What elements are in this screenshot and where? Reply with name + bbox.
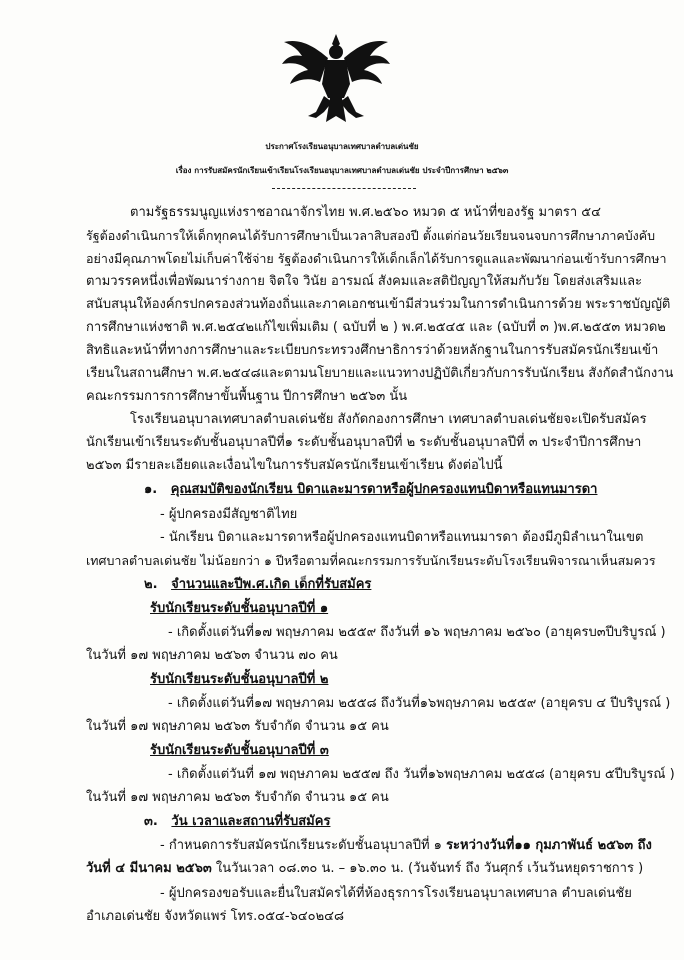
level-2-birth-range: - เกิดตั้งแต่วันที่๑๗ พฤษภาคม ๒๕๕๘ ถึงวันที่๑๖พฤษภาคม ๒๕๕๙ (อายุครบ ๔ ปีบริบูรณ์ ): [168, 696, 671, 711]
intro-line: การศึกษาแห่งชาติ พ.ศ.๒๕๔๒แก้ไขเพิ่มเติม ( ฉบับที่ ๒ ) พ.ศ.๒๕๔๕ และ (ฉบับที่ ๓ )พ.ศ.๒๕๕๓ หมวด๒: [86, 320, 666, 335]
intro-line: สิทธิและหน้าที่ทางการศึกษาและระเบียบกระทรวงศึกษาธิการว่าด้วยหลักฐานในการรับสมัครนักเรียนเข้า: [86, 343, 659, 358]
level-2-quota: ในวันที่ ๑๗ พฤษภาคม ๒๕๖๓ รับจำกัด จำนวน ๑๕ คน: [86, 719, 389, 734]
open-line: ๒๕๖๓ มีรายละเอียดและเงื่อนไขในการรับสมัครนักเรียนเข้าเรียน ดังต่อไปนี้: [86, 458, 503, 473]
level-1-title: รับนักเรียนระดับชั้นอนุบาลปีที่ ๑: [150, 601, 329, 616]
level-3-birth-range: - เกิดตั้งแต่วันที่ ๑๗ พฤษภาคม ๒๕๕๗ ถึง วันที่๑๖พฤษภาคม ๒๕๕๘ (อายุครบ ๕ปีบริบูรณ์ ): [168, 767, 675, 782]
section-1-title: คุณสมบัติของนักเรียน บิดาและมารดาหรือผู้ปกครองแทนบิดาหรือแทนมารดา: [170, 482, 598, 497]
section-1-heading: [144, 481, 597, 499]
section-3-item-1-cont: [86, 860, 643, 878]
intro-line: อย่างมีคุณภาพโดยไม่เก็บค่าใช้จ่าย รัฐต้องดำเนินการให้เด็กเล็กได้รับการดูแลและพัฒนาก่อนเข้ารับการศึกษา: [86, 251, 667, 266]
section-2-heading: [144, 576, 371, 594]
announcement-title: ประกาศโรงเรียนอนุบาลเทศบาลตำบลเด่นชัย: [265, 142, 419, 151]
intro-line: ตามวรรคหนึ่งเพื่อพัฒนาร่างกาย จิตใจ วินัย อารมณ์ สังคมและสติปัญญาให้สมกับวัย โดยส่งเสริมและ: [86, 274, 643, 289]
intro-line: ตามรัฐธรรมนูญแห่งราชอาณาจักรไทย พ.ศ.๒๕๖๐ หมวด ๕ หน้าที่ของรัฐ มาตรา ๕๔: [130, 205, 601, 220]
section-3-title: วัน เวลาและสถานที่รับสมัคร: [171, 814, 331, 829]
intro-line: สนับสนุนให้องค์กรปกครองส่วนท้องถิ่นและภาคเอกชนเข้ามีส่วนร่วมในการดำเนินการด้วย พระราชบัญญัติ: [86, 297, 671, 312]
open-line: นักเรียนเข้าเรียนระดับชั้นอนุบาลปีที่๑ ระดับชั้นอนุบาลปีที่ ๒ ระดับชั้นอนุบาลปีที่ ๓ ประจำปีการศึกษา: [86, 435, 642, 450]
section-1-item: - นักเรียน บิดาและมารดาหรือผู้ปกครองแทนบิดาหรือแทนมารดา ต้องมีภูมิลำเนาในเขต: [160, 530, 644, 545]
schedule-intro: - กำหนดการรับสมัครนักเรียนระดับชั้นอนุบาลปีที่ ๑: [160, 838, 447, 853]
level-1-birth-range: - เกิดตั้งแต่วันที่๑๗ พฤษภาคม ๒๕๕๙ ถึงวันที่ ๑๖ พฤษภาคม ๒๕๖๐ (อายุครบ๓ปีบริบูรณ์ ): [168, 625, 666, 640]
intro-line: คณะกรรมการการศึกษาขั้นพื้นฐาน ปีการศึกษา ๒๕๖๓ นั้น: [86, 389, 408, 404]
garuda-emblem: [280, 32, 392, 126]
open-line: โรงเรียนอนุบาลเทศบาลตำบลเด่นชัย สังกัดกองการศึกษา เทศบาลตำบลเด่นชัยจะเปิดรับสมัคร: [130, 412, 647, 427]
section-3-heading: [144, 813, 330, 831]
section-1-item: - ผู้ปกครองมีสัญชาติไทย: [160, 507, 298, 522]
level-1-quota: ในวันที่ ๑๗ พฤษภาคม ๒๕๖๓ จำนวน ๗๐ คน: [86, 648, 338, 663]
level-2-title: รับนักเรียนระดับชั้นอนุบาลปีที่ ๒: [150, 672, 329, 687]
schedule-period-end: วันที่ ๔ มีนาคม ๒๕๖๓: [86, 861, 212, 876]
announcement-subject: เรื่อง การรับสมัครนักเรียนเข้าเรียนโรงเรียนอนุบาลเทศบาลตำบลเด่นชัย ประจำปีการศึกษา ๒๕๖๓: [175, 166, 509, 175]
section-3-number: ๓.: [144, 814, 158, 829]
section-1-item-cont: เทศบาลตำบลเด่นชัย ไม่น้อยกว่า ๑ ปีหรือตามที่คณะกรรมการรับนักเรียนระดับโรงเรียนพิจารณาเห็นสมควร: [86, 553, 656, 568]
section-3-item-1: [160, 837, 652, 855]
intro-line: รัฐต้องดำเนินการให้เด็กทุกคนได้รับการศึกษาเป็นเวลาสิบสองปี ตั้งแต่ก่อนวัยเรียนจนจบการศึกษาภาคบังคับ: [86, 228, 656, 243]
level-3-title: รับนักเรียนระดับชั้นอนุบาลปีที่ ๓: [150, 743, 329, 758]
section-2-number: ๒.: [144, 577, 158, 592]
level-3-quota: ในวันที่ ๑๗ พฤษภาคม ๒๕๖๓ รับจำกัด จำนวน ๑๕ คน: [86, 790, 389, 805]
schedule-hours: ในวันเวลา ๐๘.๓๐ น. – ๑๖.๓๐ น. (วันจันทร์ ถึง วันศุกร์ เว้นวันหยุดราชการ ): [211, 861, 644, 876]
section-1-number: ๑.: [144, 482, 158, 497]
section-3-item-2-cont: อำเภอเด่นชัย จังหวัดแพร่ โทร.๐๕๔-๖๔๐๒๔๘: [86, 909, 345, 924]
title-divider: [272, 188, 416, 189]
schedule-period-start: ระหว่างวันที่๑๑ กุมภาพันธ์ ๒๕๖๓ ถึง: [446, 838, 652, 853]
intro-line: เรียนในสถานศึกษา พ.ศ.๒๕๔๘และตามนโยบายและแนวทางปฏิบัติเกี่ยวกับการรับนักเรียน สังกัดสำนักงาน: [86, 366, 674, 381]
section-3-item-2: - ผู้ปกครองขอรับและยื่นใบสมัครได้ที่ห้องธุรการโรงเรียนอนุบาลเทศบาล ตำบลเด่นชัย: [160, 886, 632, 901]
section-2-title: จำนวนและปีพ.ศ.เกิด เด็กที่รับสมัคร: [171, 577, 372, 592]
